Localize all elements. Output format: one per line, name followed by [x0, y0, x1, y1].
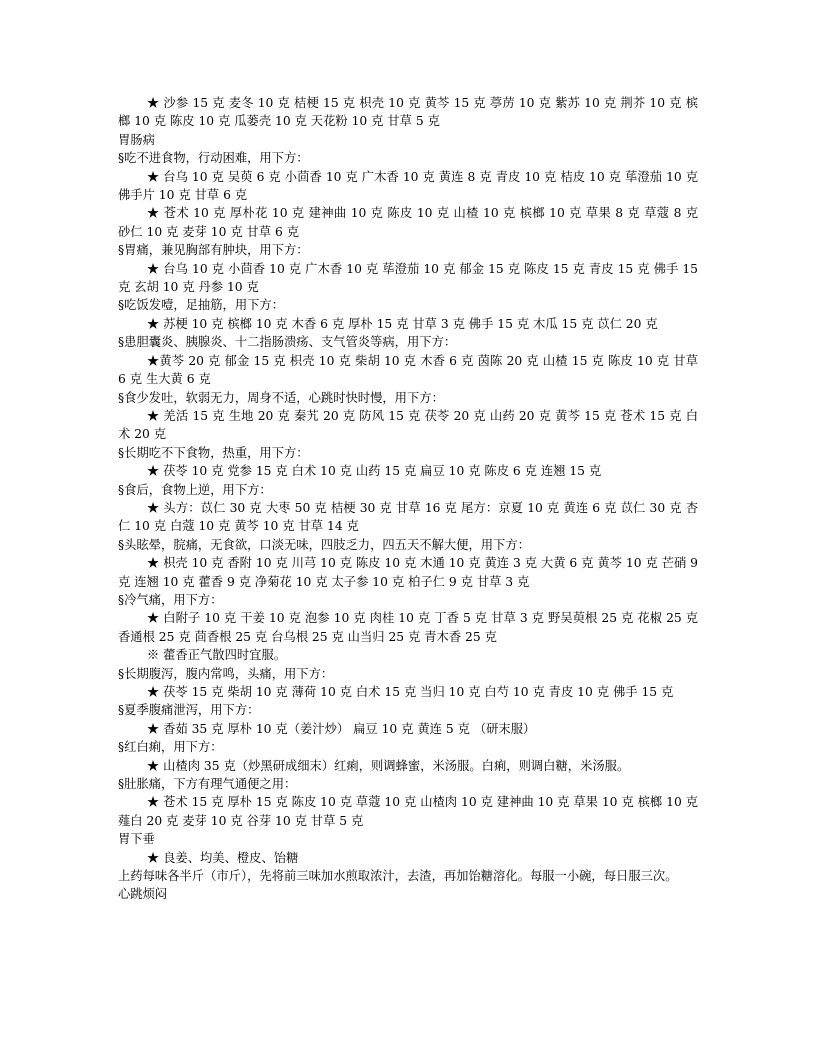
section-title: 心跳烦闷	[118, 887, 168, 902]
prescription-line: ★ 白附子 10 克 干姜 10 克 泡参 10 克 肉桂 10 克 丁香 5 克 甘草 3 克 野吴萸根 25 克 花椒 25 克 香通根 25 克 茴香根 25 克 台乌根 25 克 山当归 25 克 青木香 25 克	[118, 611, 698, 644]
symptom-heading: §长期吃不下食物，热重，用下方：	[118, 445, 309, 460]
prescription-line: ★ 香茹 35 克 厚朴 10 克（姜汁炒） 扁豆 10 克 黄连 5 克 （研末服）	[146, 721, 536, 736]
prescription-line: ★ 沙参 15 克 麦冬 10 克 桔梗 15 克 枳壳 10 克 黄芩 15 克 葶苈 10 克 紫苏 10 克 荆芥 10 克 槟榔 10 克 陈皮 10 克 瓜蒌壳 10 克 天花粉 10 克 甘草 5 克	[118, 96, 698, 129]
symptom-heading: §食少发吐，软弱无力，周身不适，心跳时快时慢，用下方：	[118, 390, 444, 405]
symptom-heading: §长期腹泻，腹内常鸣，头痛，用下方：	[118, 666, 334, 681]
prescription-line: ★ 良姜、均美、橙皮、饴糖	[146, 850, 299, 865]
symptom-heading: §胃痛，兼见胸部有肿块，用下方：	[118, 243, 309, 258]
section-title: 胃下垂	[118, 832, 155, 847]
prescription-line: ★ 台乌 10 克 吴萸 6 克 小茴香 10 克 广木香 10 克 黄连 8 克 青皮 10 克 桔皮 10 克 荜澄茄 10 克 佛手片 10 克 甘草 6 克	[118, 169, 698, 203]
prescription-line: ★ 苍术 10 克 厚朴花 10 克 建神曲 10 克 陈皮 10 克 山楂 10 克 槟榔 10 克 草果 8 克 草蔻 8 克 砂仁 10 克 麦芽 10 克 甘草 6 克	[118, 206, 698, 239]
prescription-line: ★黄芩 20 克 郁金 15 克 枳壳 10 克 柴胡 10 克 木香 6 克 茵陈 20 克 山楂 15 克 陈皮 10 克 甘草 6 克 生大黄 6 克	[118, 353, 698, 387]
symptom-heading: §红白痢，用下方：	[118, 740, 223, 755]
instruction-text: 上药每味各半斤（市斤），先将前三味加水煎取浓汁，去渣，再加饴糖溶化。每服一小碗，每日服三次。	[118, 869, 678, 884]
symptom-heading: §肚胀痛，下方有理气通便之用：	[118, 777, 297, 792]
prescription-line: ★ 羌活 15 克 生地 20 克 秦艽 20 克 防风 15 克 茯苓 20 克 山药 20 克 黄芩 15 克 苍术 15 克 白术 20 克	[118, 408, 698, 442]
prescription-line: ★ 台乌 10 克 小茴香 10 克 广木香 10 克 荜澄茄 10 克 郁金 15 克 陈皮 15 克 青皮 15 克 佛手 15 克 玄胡 10 克 丹参 10 克	[118, 261, 698, 295]
prescription-line: ★ 茯苓 15 克 柴胡 10 克 薄荷 10 克 白术 15 克 当归 10 克 白芍 10 克 青皮 10 克 佛手 15 克	[146, 685, 674, 699]
prescription-line: ★ 枳壳 10 克 香附 10 克 川芎 10 克 陈皮 10 克 木通 10 克 黄连 3 克 大黄 6 克 黄芩 10 克 芒硝 9 克 连翘 10 克 藿香 9 克 净菊花 10 克 太子参 10 克 柏子仁 9 克 甘草 3 克	[118, 556, 698, 589]
symptom-heading: §头眩晕，脘痛，无食欲，口淡无味，四肢乏力，四五天不解大便，用下方：	[118, 537, 530, 552]
prescription-line: ★ 茯苓 10 克 党参 15 克 白术 10 克 山药 15 克 扁豆 10 克 陈皮 6 克 连翘 15 克	[146, 464, 602, 479]
symptom-heading: §患胆囊炎、胰腺炎、十二指肠溃疡、支气管炎等病，用下方：	[118, 335, 457, 350]
prescription-line: ★ 山楂肉 35 克（炒黑研成细末）红痢，则调蜂蜜，米汤服。白痢，则调白糖，米汤服。	[146, 758, 630, 773]
symptom-heading: §食后，食物上逆，用下方：	[118, 482, 272, 497]
symptom-heading: §吃不进食物，行动困难，用下方：	[118, 151, 309, 166]
prescription-line: ★ 苏梗 10 克 槟榔 10 克 木香 6 克 厚朴 15 克 甘草 3 克 佛手 15 克 木瓜 15 克 苡仁 20 克	[146, 316, 658, 331]
symptom-heading: §冷气痛，用下方：	[118, 592, 223, 607]
note-line: ※ 藿香正气散四时宜服。	[146, 648, 287, 663]
prescription-line: ★ 头方：苡仁 30 克 大枣 50 克 桔梗 30 克 甘草 16 克 尾方：京夏 10 克 黄连 6 克 苡仁 30 克 杏仁 10 克 白蔻 10 克 黄芩 10 克 甘草 14 克	[118, 500, 698, 534]
symptom-heading: §吃饭发噎，足抽筋，用下方：	[118, 298, 285, 313]
prescription-line: ★ 苍术 15 克 厚朴 15 克 陈皮 10 克 草蔻 10 克 山楂肉 10 克 建神曲 10 克 草果 10 克 槟榔 10 克 薤白 20 克 麦芽 10 克 谷芽 10 克 甘草 5 克	[118, 795, 698, 828]
section-title: 胃肠病	[118, 132, 155, 147]
symptom-heading: §夏季腹痛泄泻，用下方：	[118, 703, 260, 718]
